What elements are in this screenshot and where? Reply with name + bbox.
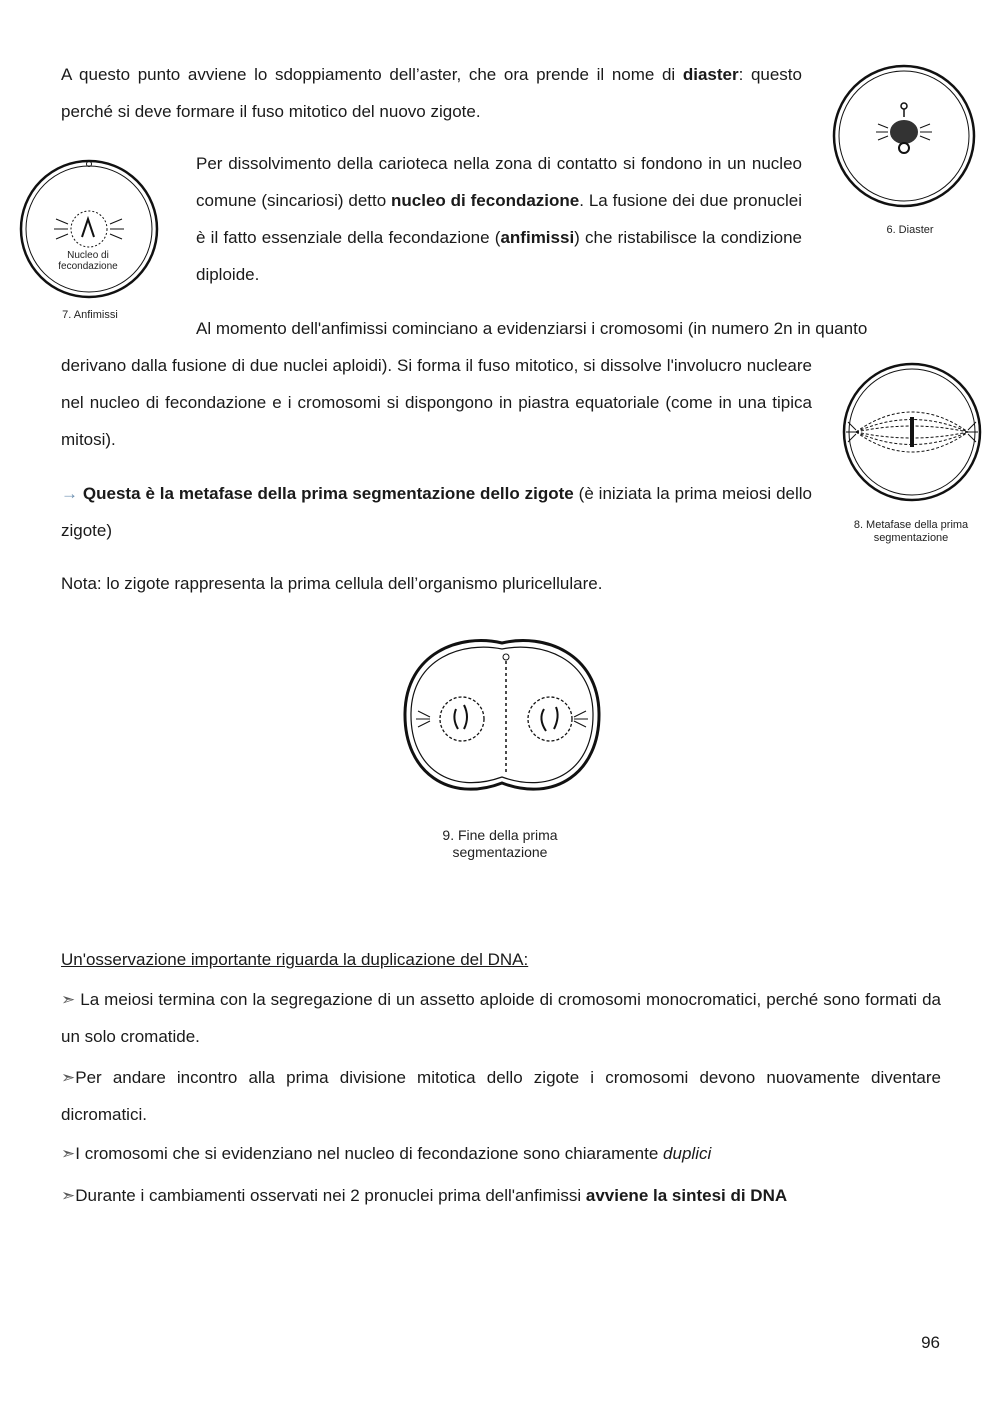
paragraph-nucleo-fecondazione: Per dissolvimento della carioteca nella zona di contatto si fondono in un nucleo comune (sincariosi) detto nucleo di fecondazione. La fusione dei due pronuclei è il fatto essenziale della fecondazione (anfimissi) che ristabilisce la condizione diploide. <box>196 154 803 284</box>
caption-fig9: 9. Fine della prima segmentazione <box>442 827 558 860</box>
bullet-arrow-icon: ➣ <box>61 990 76 1009</box>
figure-fine-segmentazione <box>400 633 605 813</box>
bullet-arrow-icon: ➣ <box>61 1068 76 1087</box>
paragraph-metafase: → Questa è la metafase della prima segmentazione dello zigote (è iniziata la prima meiosi dello zigote) <box>61 484 812 540</box>
page-number: 96 <box>921 1333 940 1352</box>
heading-dna: Un'osservazione importante riguarda la duplicazione del DNA: <box>61 950 529 969</box>
figure-metafase <box>838 362 988 507</box>
bullet-3: ➣I cromosomi che si evidenziano nel nucleo di fecondazione sono chiaramente duplici <box>61 1144 712 1163</box>
bullet-arrow-icon: ➣ <box>61 1186 76 1205</box>
label-nucleo-fecondazione: Nucleo di fecondazione <box>58 250 118 272</box>
bullet-4: ➣Durante i cambiamenti osservati nei 2 pronuclei prima dell'anfimissi avviene la sintesi di DNA <box>61 1186 788 1205</box>
paragraph-nota: Nota: lo zigote rappresenta la prima cellula dell’organismo pluricellulare. <box>61 574 603 593</box>
bullet-2: ➣Per andare incontro alla prima divisione mitotica dello zigote i cromosomi devono nuovamente diventare dicromatici. <box>61 1068 941 1124</box>
figure-anfimissi <box>18 157 160 302</box>
caption-fig8: 8. Metafase della prima segmentazione <box>853 519 969 544</box>
term-diaster: diaster <box>682 65 739 84</box>
paragraph-anfimissi-line1: Al momento dell'anfimissi cominciano a evidenziarsi i cromosomi (in numero 2n in quanto <box>196 319 868 338</box>
figure-diaster <box>830 62 980 212</box>
bullet-1: ➣ La meiosi termina con la segregazione di un assetto aploide di cromosomi monocromatici, perché sono formati da un solo cromatide. <box>61 990 941 1046</box>
arrow-icon: → <box>61 484 78 503</box>
caption-fig7: 7. Anfimissi <box>62 309 118 321</box>
caption-fig6: 6. Diaster <box>886 224 934 236</box>
paragraph-anfimissi-rest: derivano dalla fusione di due nuclei aploidi). Si forma il fuso mitotico, si dissolve l'involucro nucleare nel nucleo di fecondazione e i cromosomi si dispongono in piastra equatoriale (come in una tipica mitosi). <box>61 356 812 449</box>
bullet-arrow-icon: ➣ <box>61 1144 76 1163</box>
paragraph-diaster: A questo punto avviene lo sdoppiamento dell’aster, che ora prende il nome di diaster: questo perché si deve formare il fuso mitotico del nuovo zigote. <box>61 65 802 121</box>
